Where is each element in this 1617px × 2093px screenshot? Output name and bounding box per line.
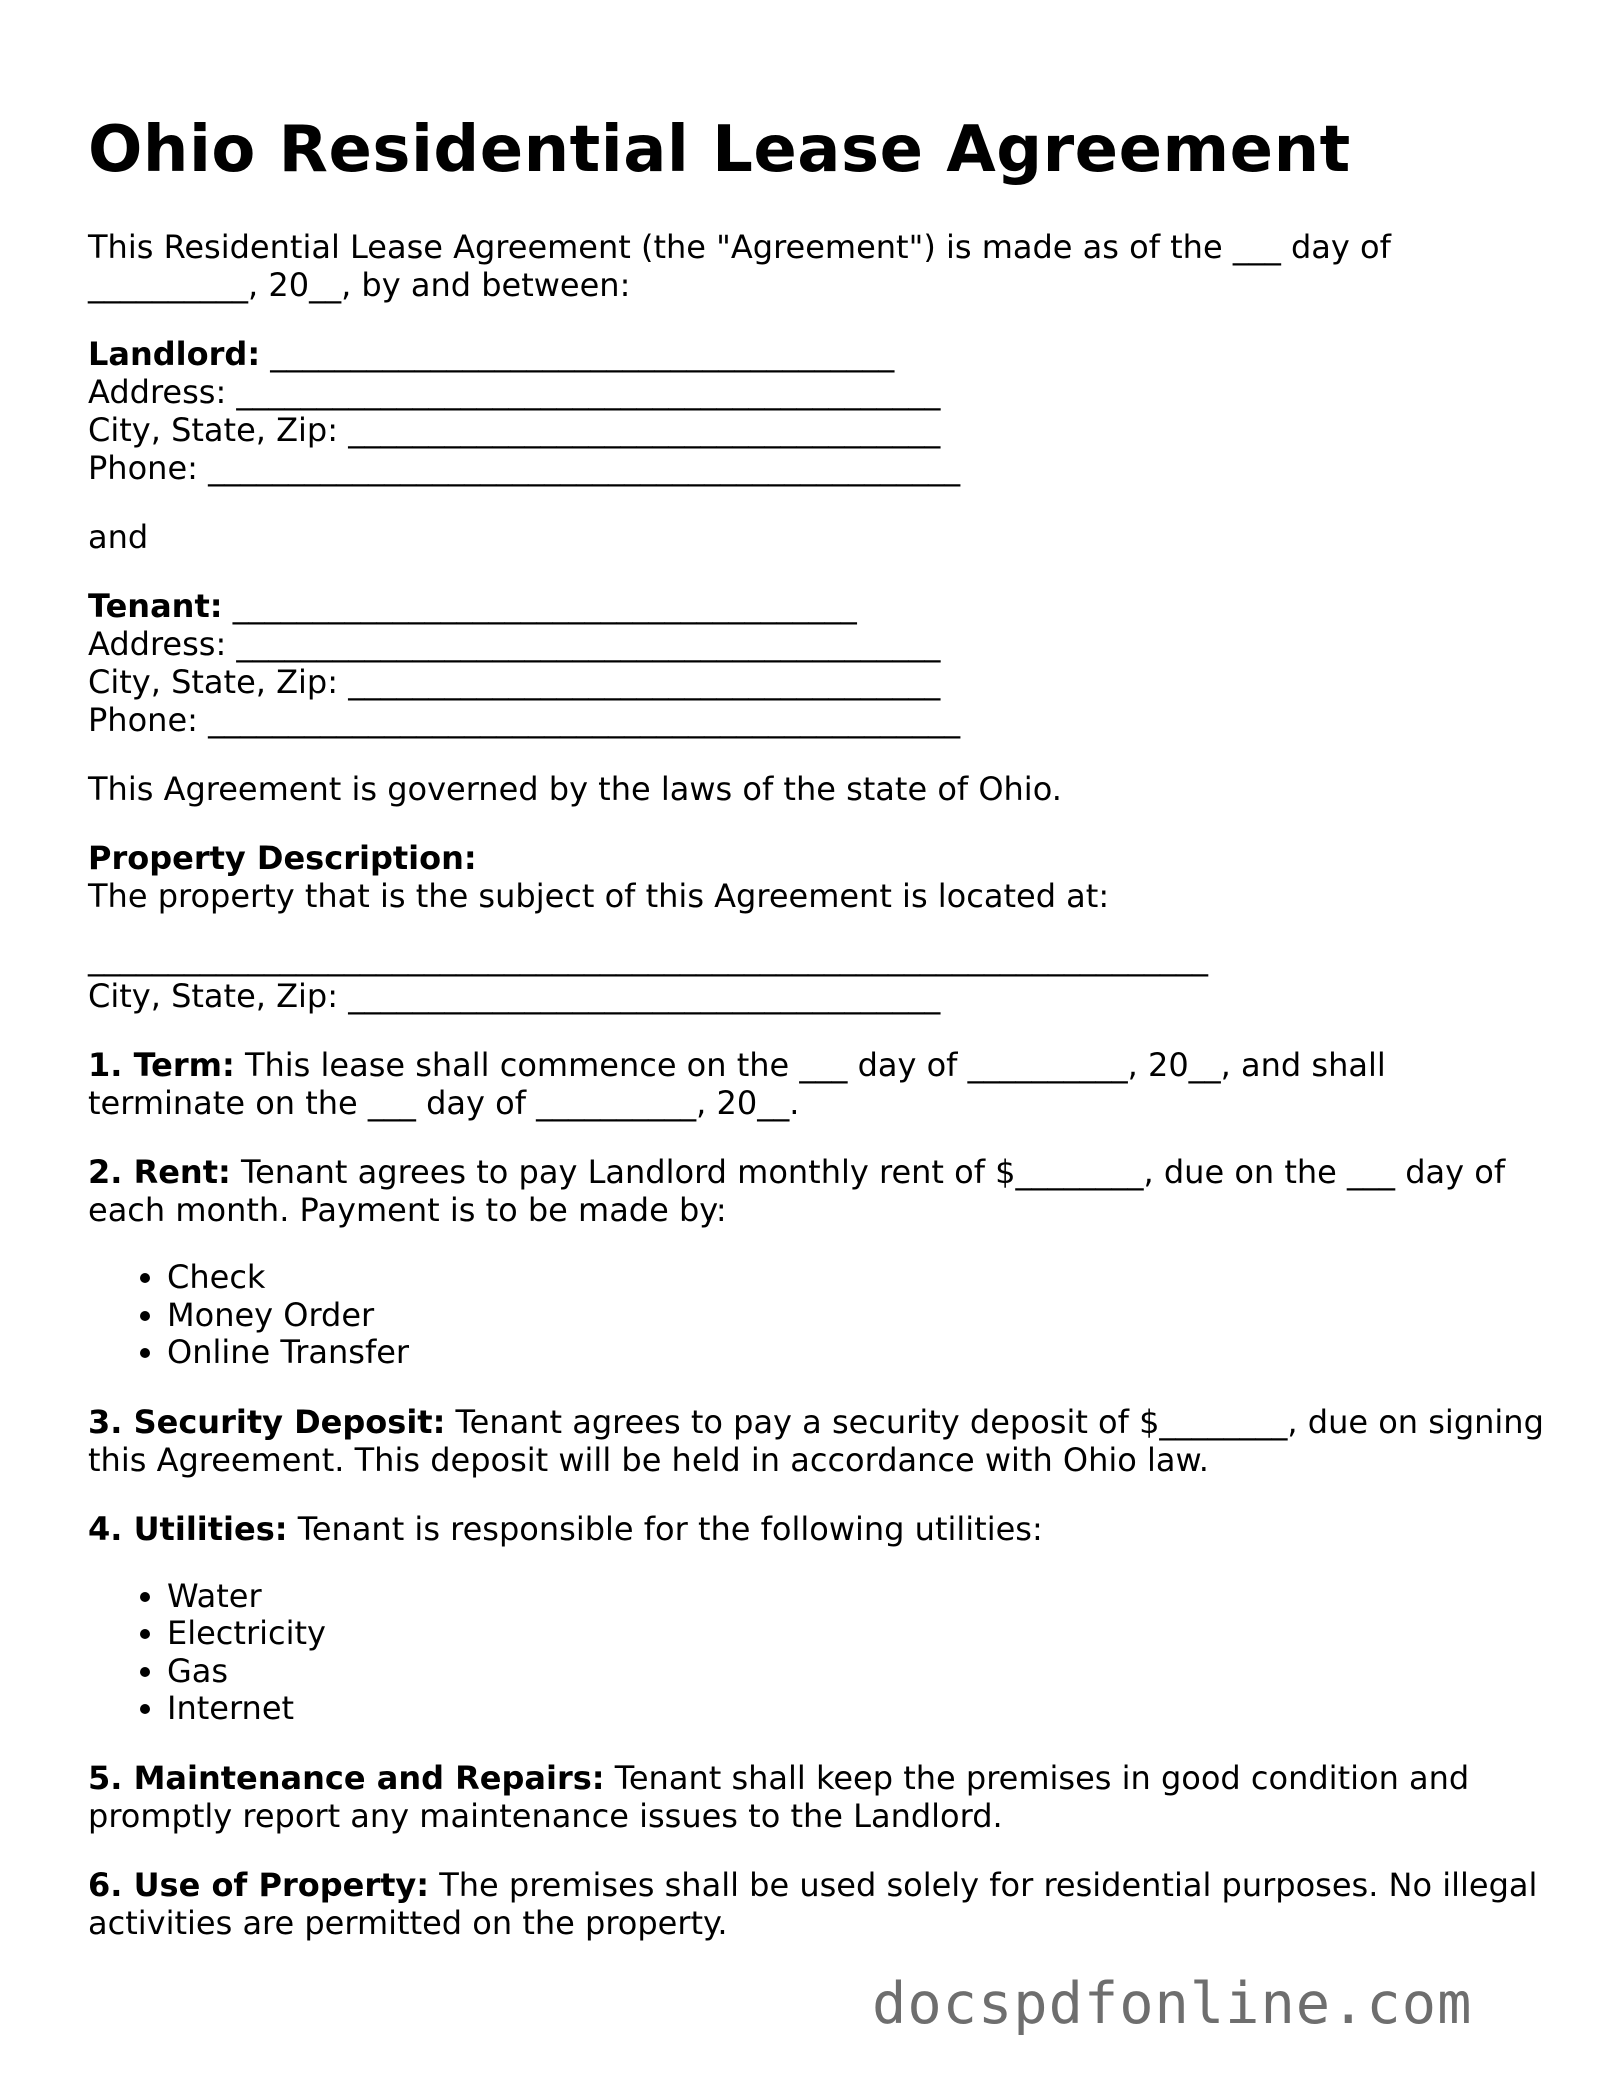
watermark: docspdfonline.com (872, 1971, 1473, 2037)
term-label: 1. Term: (88, 1046, 235, 1084)
utilities-list (88, 1578, 1548, 1728)
maintenance-section (88, 1759, 1548, 1835)
document-title: Ohio Residential Lease Agreement (88, 113, 1351, 187)
landlord-name-line (88, 335, 1548, 373)
property-section (88, 839, 1548, 1015)
property-address-blank: ______________________________________________________________________ (88, 939, 1208, 977)
rent-section (88, 1153, 1548, 1229)
deposit-text-1: Tenant agrees to pay a security deposit of $________, due on signing (445, 1402, 1544, 1441)
deposit-label: 3. Security Deposit: (88, 1402, 446, 1441)
maintenance-line-1 (88, 1759, 1548, 1797)
and-text: and (88, 518, 149, 556)
property-city-state-zip: City, State, Zip: _____________________________________ (88, 977, 941, 1015)
utilities-section (88, 1510, 1548, 1548)
tenant-address: Address: ____________________________________________ (88, 625, 941, 663)
use-label: 6. Use of Property: (88, 1865, 430, 1904)
list-item: • Money Order (167, 1297, 1548, 1335)
tenant-section (88, 587, 1548, 739)
landlord-section (88, 335, 1548, 487)
use-line-1 (88, 1866, 1548, 1904)
tenant-label: Tenant: (88, 587, 223, 625)
list-item: • Gas (167, 1653, 1548, 1691)
intro-line-2: __________, 20__, by and between: (88, 266, 631, 304)
payment-methods-list (88, 1259, 1548, 1372)
deposit-section (88, 1403, 1548, 1479)
term-section (88, 1046, 1548, 1122)
property-text: The property that is the subject of this Agreement is located at: (88, 877, 1110, 915)
deposit-line-1 (88, 1403, 1548, 1441)
lease-document (88, 108, 1548, 1942)
rent-line-1 (88, 1153, 1548, 1191)
intro-line-1: This Residential Lease Agreement (the "Agreement") is made as of the ___ day of (88, 228, 1391, 266)
utilities-text: Tenant is responsible for the following utilities: (287, 1509, 1043, 1548)
property-heading: Property Description: (88, 839, 477, 877)
landlord-label: Landlord: (88, 335, 261, 373)
governing-law: This Agreement is governed by the laws of the state of Ohio. (88, 770, 1062, 808)
term-line-1 (88, 1046, 1548, 1084)
landlord-name-blank: _______________________________________ (260, 335, 895, 373)
rent-line-2: each month. Payment is to be made by: (88, 1191, 727, 1229)
use-section (88, 1866, 1548, 1942)
rent-text-1: Tenant agrees to pay Landlord monthly rent of $________, due on the ___ day of (230, 1153, 1506, 1191)
landlord-address: Address: ____________________________________________ (88, 373, 941, 411)
maintenance-label: 5. Maintenance and Repairs: (88, 1758, 605, 1797)
tenant-name-line (88, 587, 1548, 625)
list-item: • Check (167, 1259, 1548, 1297)
use-text-1: The premises shall be used solely for residential purposes. No illegal (429, 1865, 1538, 1904)
list-item: • Water (167, 1578, 1548, 1616)
list-item: • Internet (167, 1690, 1548, 1728)
tenant-phone: Phone: _______________________________________________ (88, 701, 961, 739)
landlord-phone: Phone: _______________________________________________ (88, 449, 961, 487)
maintenance-line-2: promptly report any maintenance issues to the Landlord. (88, 1796, 1003, 1835)
deposit-line-2: this Agreement. This deposit will be held in accordance with Ohio law. (88, 1440, 1209, 1479)
utilities-label: 4. Utilities: (88, 1509, 288, 1548)
list-item: • Online Transfer (167, 1334, 1548, 1372)
landlord-city-state-zip: City, State, Zip: _____________________________________ (88, 411, 941, 449)
term-text-1: This lease shall commence on the ___ day of __________, 20__, and shall (234, 1046, 1386, 1084)
use-line-2: activities are permitted on the property. (88, 1903, 728, 1942)
rent-label: 2. Rent: (88, 1153, 231, 1191)
term-line-2: terminate on the ___ day of __________, 20__. (88, 1084, 800, 1122)
tenant-city-state-zip: City, State, Zip: _____________________________________ (88, 663, 941, 701)
tenant-name-blank: _______________________________________ (222, 587, 857, 625)
maintenance-text-1: Tenant shall keep the premises in good condition and (604, 1758, 1470, 1797)
intro-paragraph (88, 228, 1548, 304)
utilities-line (88, 1510, 1548, 1548)
list-item: • Electricity (167, 1615, 1548, 1653)
